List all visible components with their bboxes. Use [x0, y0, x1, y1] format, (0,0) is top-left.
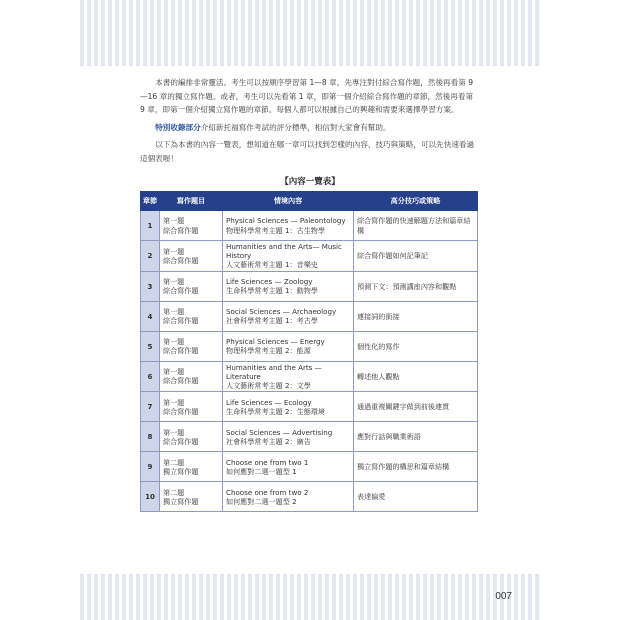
question-number: 第一題 — [163, 336, 185, 346]
question-type: 獨立寫作題 — [163, 466, 199, 476]
question-number: 第一題 — [163, 397, 185, 407]
header-question: 寫作題目 — [160, 192, 223, 211]
table-row — [141, 211, 478, 241]
question-type: 綜合寫作題 — [163, 225, 199, 235]
question-number: 第一題 — [163, 367, 185, 377]
question-type: 綜合寫作題 — [163, 436, 199, 446]
intro-paragraph: 本書的編排非常靈活。考生可以按順序學習第 1—8 章，先專注對付綜合寫作題，然後再看第 9—16 章的獨立寫作題。或者，考生可以先看第 1 章，即第一個介紹綜合寫作題的章節，然後再看第 9 章，即第一個介紹獨立寫作題的章節。每個人都可以根據自己的興趣和需要來選擇學習方案。 — [140, 78, 474, 114]
scenario-english: Social Sciences — Advertising — [226, 427, 333, 437]
top-decorative-stripes — [80, 0, 540, 66]
table-row — [141, 361, 478, 392]
special-section-paragraph — [140, 121, 480, 135]
page-number: 007 — [495, 591, 512, 602]
special-section-text: 介紹新托福寫作考試的評分標準，相信對大家會有幫助。 — [200, 122, 391, 132]
strategy-cell: 通過重複關鍵字做到前後連貫 — [354, 392, 478, 422]
table-row — [141, 271, 478, 301]
scenario-english: Choose one from two 1 — [226, 457, 309, 467]
question-type: 綜合寫作題 — [163, 286, 199, 296]
question-cell — [160, 482, 223, 512]
strategy-cell: 獨立寫作題的構思和篇章結構 — [354, 452, 478, 482]
question-number: 第一題 — [163, 306, 185, 316]
scenario-chinese: 社會科學常考主題 2：廣告 — [226, 436, 311, 446]
scenario-cell — [223, 331, 354, 361]
strategy-cell: 綜合寫作題如何記筆記 — [354, 241, 478, 272]
question-type: 綜合寫作題 — [163, 255, 199, 265]
question-cell — [160, 452, 223, 482]
question-number: 第一題 — [163, 427, 185, 437]
scenario-english: Physical Sciences — Energy — [226, 336, 325, 346]
table-title: 【內容一覽表】 — [280, 177, 340, 187]
scenario-english: Humanities and the Arts — Literature — [226, 362, 322, 381]
scenario-cell — [223, 211, 354, 241]
question-type: 綜合寫作題 — [163, 376, 199, 386]
table-intro-paragraph: 以下為本書的內容一覽表，想知道在哪一章可以找到怎樣的內容、技巧與策略，可以先快速看過這個表喔！ — [140, 140, 475, 163]
strategy-cell: 應對行話與職業術語 — [354, 422, 478, 452]
table-row — [141, 392, 478, 422]
scenario-chinese: 如何應對二選一題型 1 — [226, 466, 297, 476]
scenario-english: Life Sciences — Ecology — [226, 397, 312, 407]
scenario-english: Social Sciences — Archaeology — [226, 306, 337, 316]
scenario-cell — [223, 482, 354, 512]
question-cell — [160, 301, 223, 331]
question-type: 綜合寫作題 — [163, 316, 199, 326]
chapter-cell: 1 — [141, 211, 160, 241]
scenario-cell — [223, 271, 354, 301]
scenario-english: Life Sciences — Zoology — [226, 276, 313, 286]
table-body — [141, 211, 478, 512]
scenario-chinese: 物理科學常考主題 2：能源 — [226, 346, 311, 356]
scenario-chinese: 人文藝術常考主題 1：音樂史 — [226, 260, 318, 270]
table-row — [141, 482, 478, 512]
scenario-cell — [223, 452, 354, 482]
strategy-cell: 預測下文：預測講座內容和觀點 — [354, 271, 478, 301]
header-scenario: 情境內容 — [223, 192, 354, 211]
question-number: 第一題 — [163, 216, 185, 226]
scenario-cell — [223, 392, 354, 422]
question-cell — [160, 361, 223, 392]
chapter-cell: 4 — [141, 301, 160, 331]
question-number: 第一題 — [163, 246, 185, 256]
strategy-cell: 表達偏愛 — [354, 482, 478, 512]
question-cell — [160, 392, 223, 422]
header-strategy: 高分技巧或策略 — [354, 192, 478, 211]
scenario-english: Physical Sciences — Paleontology — [226, 216, 346, 226]
header-chapter: 章節 — [141, 192, 160, 211]
scenario-chinese: 生命科學常考主題 1：動物學 — [226, 286, 318, 296]
scenario-cell — [223, 241, 354, 272]
scenario-chinese: 社會科學常考主題 1：考古學 — [226, 316, 318, 326]
table-header-row — [141, 192, 478, 211]
scenario-english: Choose one from two 2 — [226, 487, 309, 497]
chapter-cell: 7 — [141, 392, 160, 422]
scenario-chinese: 生命科學常考主題 2：生態環境 — [226, 406, 325, 416]
question-type: 獨立寫作題 — [163, 496, 199, 506]
table-row — [141, 301, 478, 331]
strategy-cell: 綜合寫作題的快速解題方法和篇章結構 — [354, 211, 478, 241]
chapter-cell: 3 — [141, 271, 160, 301]
page-content — [140, 76, 480, 512]
question-cell — [160, 331, 223, 361]
scenario-english: Humanities and the Arts— Music History — [226, 242, 342, 261]
question-cell — [160, 422, 223, 452]
question-type: 綜合寫作題 — [163, 406, 199, 416]
chapter-cell: 5 — [141, 331, 160, 361]
strategy-cell: 連接詞的銜接 — [354, 301, 478, 331]
bottom-decorative-stripes — [80, 574, 540, 620]
table-row — [141, 241, 478, 272]
chapter-cell: 8 — [141, 422, 160, 452]
chapter-cell: 2 — [141, 241, 160, 272]
strategy-cell: 轉述他人觀點 — [354, 361, 478, 392]
contents-table — [140, 191, 478, 512]
scenario-cell — [223, 422, 354, 452]
question-number: 第一題 — [163, 276, 185, 286]
special-section-highlight: 特別收錄部分 — [155, 122, 201, 132]
scenario-chinese: 人文藝術常考主題 2：文學 — [226, 381, 311, 391]
chapter-cell: 6 — [141, 361, 160, 392]
question-type: 綜合寫作題 — [163, 346, 199, 356]
table-row — [141, 452, 478, 482]
scenario-chinese: 如何應對二選一題型 2 — [226, 496, 297, 506]
scenario-chinese: 物理科學常考主題 1：古生物學 — [226, 225, 325, 235]
question-cell — [160, 211, 223, 241]
chapter-cell: 9 — [141, 452, 160, 482]
scenario-cell — [223, 361, 354, 392]
strategy-cell: 個性化的寫作 — [354, 331, 478, 361]
scenario-cell — [223, 301, 354, 331]
table-row — [141, 331, 478, 361]
table-row — [141, 422, 478, 452]
question-number: 第二題 — [163, 487, 185, 497]
question-cell — [160, 271, 223, 301]
question-cell — [160, 241, 223, 272]
question-number: 第二題 — [163, 457, 185, 467]
chapter-cell: 10 — [141, 482, 160, 512]
